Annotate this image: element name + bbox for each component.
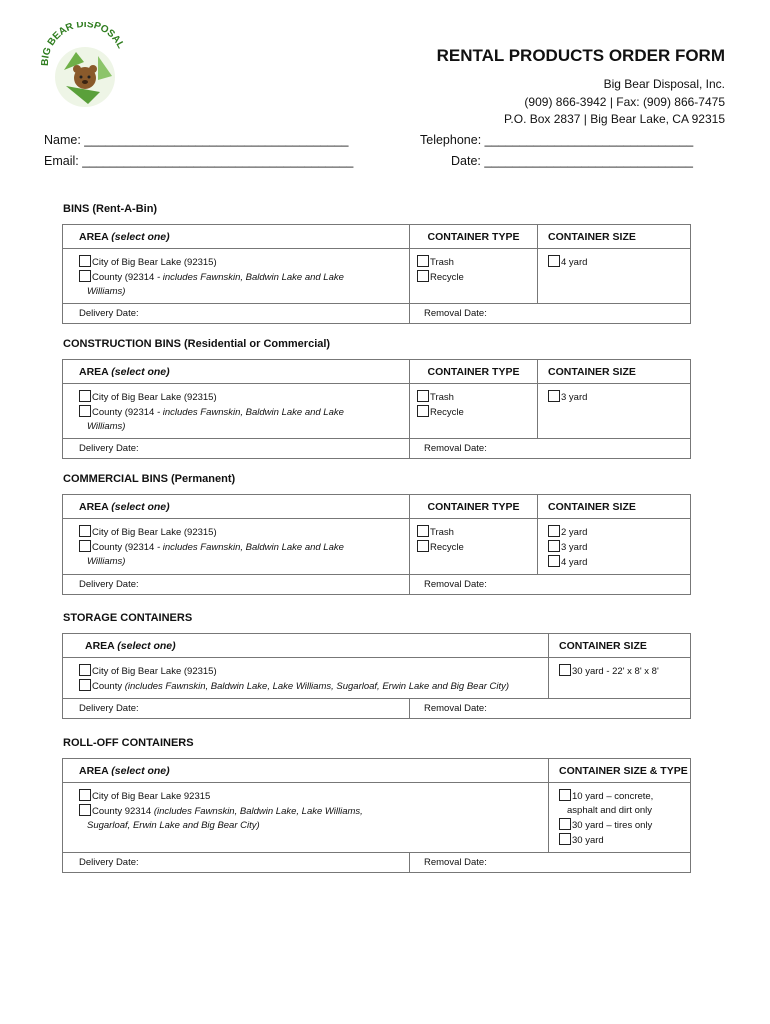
bins-table: AREA (select one) CONTAINER TYPE CONTAINER SIZE City of Big Bear Lake (92315) County (92314 - includes Fawnskin, Baldwin Lake and Lake Williams) Trash Recycle 4 yard Delivery Date: Removal Date:	[62, 224, 691, 324]
form-title: RENTAL PRODUCTS ORDER FORM	[436, 46, 725, 65]
commercial-table: AREA (select one) CONTAINER TYPE CONTAINER SIZE City of Big Bear Lake (92315) County (92314 - includes Fawnskin, Baldwin Lake and Lake Williams) Trash Recycle 2 yard 3 yard 4 yard Delivery Date: Removal Date:	[62, 494, 691, 595]
delivery-date-field[interactable]: Delivery Date:	[79, 857, 139, 868]
email-field[interactable]: Email: _______________________________________	[44, 154, 354, 168]
removal-date-field[interactable]: Removal Date:	[424, 703, 487, 714]
type-trash-option[interactable]: Trash	[417, 525, 537, 540]
section-title-commercial: COMMERCIAL BINS (Permanent)	[63, 473, 236, 485]
delivery-date-field[interactable]: Delivery Date:	[79, 703, 139, 714]
container-size-header: CONTAINER SIZE	[548, 230, 636, 243]
area-county-option[interactable]: County (includes Fawnskin, Baldwin Lake, Lake Williams, Sugarloaf, Erwin Lake and Big Bear City)	[79, 679, 548, 694]
size-3-yard-option[interactable]: 3 yard	[548, 540, 690, 555]
rolloff-table: AREA (select one) CONTAINER SIZE & TYPE City of Big Bear Lake 92315 County 92314 (includes Fawnskin, Baldwin Lake, Lake Williams, Sugarloaf, Erwin Lake and Big Bear City) 10 yard – concrete, asphalt and dirt only 30 yard – tires only 30 yard Delivery Date: Removal Date:	[62, 758, 691, 873]
checkbox-icon[interactable]	[548, 390, 560, 402]
construction-table: AREA (select one) CONTAINER TYPE CONTAINER SIZE City of Big Bear Lake (92315) County (92314 - includes Fawnskin, Baldwin Lake and Lake Williams) Trash Recycle 3 yard Delivery Date: Removal Date:	[62, 359, 691, 459]
area-header: AREA (select one)	[85, 639, 176, 652]
type-trash-option[interactable]: Trash	[417, 390, 537, 405]
checkbox-icon[interactable]	[548, 525, 560, 537]
removal-date-field[interactable]: Removal Date:	[424, 308, 487, 319]
checkbox-icon[interactable]	[417, 390, 429, 402]
removal-date-field[interactable]: Removal Date:	[424, 443, 487, 454]
section-title-construction: CONSTRUCTION BINS (Residential or Commercial)	[63, 338, 331, 350]
area-header: AREA (select one)	[79, 764, 170, 777]
checkbox-icon[interactable]	[559, 664, 571, 676]
area-county-option[interactable]: County (92314 - includes Fawnskin, Baldwin Lake and Lake	[79, 540, 409, 555]
size-10-yard-option[interactable]: 10 yard – concrete,	[559, 789, 690, 804]
container-size-header: CONTAINER SIZE	[548, 500, 636, 513]
area-city-option[interactable]: City of Big Bear Lake 92315	[79, 789, 548, 804]
section-title-bins: BINS (Rent-A-Bin)	[63, 203, 158, 215]
size-30-yard-option[interactable]: 30 yard	[559, 833, 690, 848]
section-title-rolloff: ROLL-OFF CONTAINERS	[63, 737, 194, 749]
date-field[interactable]: Date: ______________________________	[451, 154, 693, 168]
checkbox-icon[interactable]	[79, 270, 91, 282]
type-recycle-option[interactable]: Recycle	[417, 405, 537, 420]
size-30-yard-tires-option[interactable]: 30 yard – tires only	[559, 818, 690, 833]
area-city-option[interactable]: City of Big Bear Lake (92315)	[79, 664, 548, 679]
checkbox-icon[interactable]	[79, 390, 91, 402]
area-county-option[interactable]: County 92314 (includes Fawnskin, Baldwin Lake, Lake Williams,	[79, 804, 548, 819]
checkbox-icon[interactable]	[559, 789, 571, 801]
name-field[interactable]: Name: ______________________________________	[44, 133, 349, 147]
area-header: AREA (select one)	[79, 365, 170, 378]
area-header: AREA (select one)	[79, 230, 170, 243]
size-30-yard-option[interactable]: 30 yard - 22' x 8' x 8'	[559, 664, 690, 679]
company-address: P.O. Box 2837 | Big Bear Lake, CA 92315	[503, 112, 725, 126]
checkbox-icon[interactable]	[548, 540, 560, 552]
checkbox-icon[interactable]	[79, 789, 91, 801]
checkbox-icon[interactable]	[79, 540, 91, 552]
telephone-field[interactable]: Telephone: ______________________________	[420, 133, 694, 147]
checkbox-icon[interactable]	[417, 270, 429, 282]
checkbox-icon[interactable]	[79, 679, 91, 691]
type-recycle-option[interactable]: Recycle	[417, 540, 537, 555]
svg-text:BIG BEAR DISPOSAL: BIG BEAR DISPOSAL	[39, 22, 127, 67]
size-4-yard-option[interactable]: 4 yard	[548, 255, 690, 270]
delivery-date-field[interactable]: Delivery Date:	[79, 443, 139, 454]
container-size-type-header: CONTAINER SIZE & TYPE	[559, 764, 688, 777]
area-county-option[interactable]: County (92314 - includes Fawnskin, Baldwin Lake and Lake	[79, 270, 409, 285]
size-2-yard-option[interactable]: 2 yard	[548, 525, 690, 540]
type-recycle-option[interactable]: Recycle	[417, 270, 537, 285]
area-header: AREA (select one)	[79, 500, 170, 513]
company-logo	[36, 22, 132, 118]
container-type-header: CONTAINER TYPE	[427, 500, 520, 513]
section-title-storage: STORAGE CONTAINERS	[63, 612, 193, 624]
type-trash-option[interactable]: Trash	[417, 255, 537, 270]
area-city-option[interactable]: City of Big Bear Lake (92315)	[79, 255, 409, 270]
removal-date-field[interactable]: Removal Date:	[424, 579, 487, 590]
checkbox-icon[interactable]	[417, 525, 429, 537]
checkbox-icon[interactable]	[548, 555, 560, 567]
company-phone-fax: (909) 866-3942 | Fax: (909) 866-7475	[524, 95, 725, 109]
area-city-option[interactable]: City of Big Bear Lake (92315)	[79, 390, 409, 405]
checkbox-icon[interactable]	[79, 804, 91, 816]
container-size-header: CONTAINER SIZE	[548, 365, 636, 378]
checkbox-icon[interactable]	[79, 255, 91, 267]
storage-table	[62, 633, 691, 719]
checkbox-icon[interactable]	[417, 405, 429, 417]
container-size-header: CONTAINER SIZE	[559, 639, 647, 652]
checkbox-icon[interactable]	[559, 818, 571, 830]
checkbox-icon[interactable]	[559, 833, 571, 845]
delivery-date-field[interactable]: Delivery Date:	[79, 308, 139, 319]
area-county-option[interactable]: County (92314 - includes Fawnskin, Baldwin Lake and Lake	[79, 405, 409, 420]
container-type-header: CONTAINER TYPE	[427, 365, 520, 378]
checkbox-icon[interactable]	[417, 540, 429, 552]
removal-date-field[interactable]: Removal Date:	[424, 857, 487, 868]
area-city-option[interactable]: City of Big Bear Lake (92315)	[79, 525, 409, 540]
delivery-date-field[interactable]: Delivery Date:	[79, 579, 139, 590]
size-4-yard-option[interactable]: 4 yard	[548, 555, 690, 570]
checkbox-icon[interactable]	[417, 255, 429, 267]
recycle-bear-logo-icon	[36, 22, 132, 118]
checkbox-icon[interactable]	[79, 405, 91, 417]
container-type-header: CONTAINER TYPE	[427, 230, 520, 243]
size-3-yard-option[interactable]: 3 yard	[548, 390, 690, 405]
company-name: Big Bear Disposal, Inc.	[603, 77, 725, 91]
checkbox-icon[interactable]	[79, 664, 91, 676]
checkbox-icon[interactable]	[548, 255, 560, 267]
checkbox-icon[interactable]	[79, 525, 91, 537]
